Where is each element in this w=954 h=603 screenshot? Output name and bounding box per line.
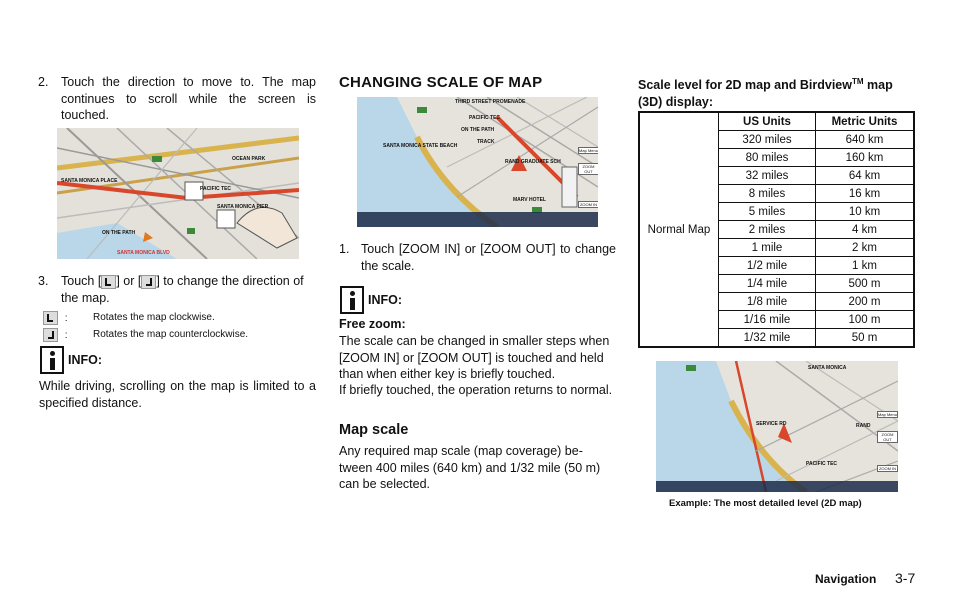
map-scale-heading: Map scale xyxy=(339,422,409,438)
table-row: 320 miles 640 km xyxy=(639,131,914,149)
map-label: RAND GRADUATE SCH xyxy=(505,159,561,165)
table-row: 80 miles 160 km xyxy=(639,149,914,167)
table-row: 1 mile 2 km xyxy=(639,239,914,257)
rotate-counterclockwise-icon xyxy=(43,328,58,342)
map-scale-text: Any required map scale (map coverage) be-tween 400 miles (640 km) and 1/32 mile (50 m) can be selected. xyxy=(339,444,601,492)
info-text: While driving, scrolling on the map is limited to a specified distance. xyxy=(39,379,316,410)
zoom-in-button[interactable]: ZOOM IN xyxy=(878,466,897,471)
scale-table-heading: Scale level for 2D map and Birdview™ map (3D) display: xyxy=(638,77,893,110)
map-label: SANTA MONICA BLVD xyxy=(117,250,170,256)
map-label: SERVICE RD xyxy=(756,421,787,427)
map-label: PACIFIC TEC xyxy=(200,186,232,192)
zoom-out-button[interactable]: ZOOM OUT xyxy=(877,431,898,443)
map-label: SANTA MONICA xyxy=(808,365,847,371)
table-row: 2 miles 4 km xyxy=(639,221,914,239)
step-number: 2. xyxy=(38,75,49,89)
map-label: RAND xyxy=(856,423,871,429)
table-row: 1/32 mile 50 m xyxy=(639,329,914,348)
map-label: PACIFIC TEC xyxy=(806,461,838,467)
rotate-clockwise-icon xyxy=(101,275,116,289)
info-heading: INFO: xyxy=(340,286,402,314)
map-screenshot-scroll xyxy=(57,128,299,259)
step-number: 1. xyxy=(339,242,350,256)
footer-section: Navigation xyxy=(815,572,877,586)
info-icon xyxy=(340,286,364,314)
rotate-counterclockwise-icon xyxy=(141,275,156,289)
table-row: 1/8 mile 200 m xyxy=(639,293,914,311)
rotate-clockwise-row: : Rotates the map clockwise. xyxy=(43,311,68,325)
map-menu-button[interactable]: Map Menu xyxy=(878,412,897,417)
info-icon xyxy=(40,346,64,374)
rotate-clockwise-icon xyxy=(43,311,58,325)
map-label: THIRD STREET PROMENADE xyxy=(455,99,526,105)
map-graphic xyxy=(57,128,299,259)
rotate-counterclockwise-row: : Rotates the map counterclockwise. xyxy=(43,328,68,342)
row-label: Normal Map xyxy=(639,112,719,347)
free-zoom-text: The scale can be changed in smaller steps when [ZOOM IN] or [ZOOM OUT] is touched and held than when either key is briefly touched. xyxy=(339,334,610,382)
step-text: Touch the direction to move to. The map continues to scroll while the screen is touched. xyxy=(61,75,316,123)
column-header: US Units xyxy=(719,112,816,131)
map-label: SANTA MONICA STATE BEACH xyxy=(383,143,458,149)
table-row: 5 miles 10 km xyxy=(639,203,914,221)
free-zoom-title: Free zoom: xyxy=(339,317,406,331)
map-caption: Example: The most detailed level (2D map) xyxy=(669,498,862,509)
step-text: Touch [ ] or [ ] to change the direction of the map. xyxy=(61,274,304,305)
free-zoom-note: If briefly touched, the operation returns to normal. xyxy=(339,383,613,397)
map-screenshot-detailed xyxy=(656,361,898,492)
column-header: Metric Units xyxy=(816,112,915,131)
scale-table xyxy=(638,111,915,348)
table-row: 1/4 mile 500 m xyxy=(639,275,914,293)
map-label: ON THE PATH xyxy=(102,230,136,236)
map-label: ON THE PATH xyxy=(461,127,495,133)
map-label: TRACK xyxy=(477,139,495,145)
step-2 xyxy=(38,74,316,124)
step-number: 3. xyxy=(38,274,49,288)
map-label: OCEAN PARK xyxy=(232,156,266,162)
table-row: 32 miles 64 km xyxy=(639,167,914,185)
page-number: 3-7 xyxy=(895,570,916,586)
table-row: 1/16 mile 100 m xyxy=(639,311,914,329)
table-row: 1/2 mile 1 km xyxy=(639,257,914,275)
info-heading: INFO: xyxy=(40,346,102,374)
map-label: MARV HOTEL xyxy=(513,197,546,203)
section-heading: CHANGING SCALE OF MAP xyxy=(339,74,543,91)
zoom-in-button[interactable]: ZOOM IN xyxy=(579,202,598,207)
zoom-out-button[interactable]: ZOOM OUT xyxy=(578,163,598,175)
step-text: Touch [ZOOM IN] or [ZOOM OUT] to change the scale. xyxy=(361,242,616,273)
table-row: 8 miles 16 km xyxy=(639,185,914,203)
map-label: SANTA MONICA PLACE xyxy=(61,178,118,184)
map-menu-button[interactable]: Map Menu xyxy=(579,148,598,153)
map-screenshot-zoom xyxy=(357,97,598,227)
step-1 xyxy=(339,241,616,274)
step-3 xyxy=(38,273,318,306)
map-label: SANTA MONICA PIER xyxy=(217,204,269,210)
table-header-row xyxy=(639,112,914,131)
map-label: PACIFIC TEC xyxy=(469,115,501,121)
